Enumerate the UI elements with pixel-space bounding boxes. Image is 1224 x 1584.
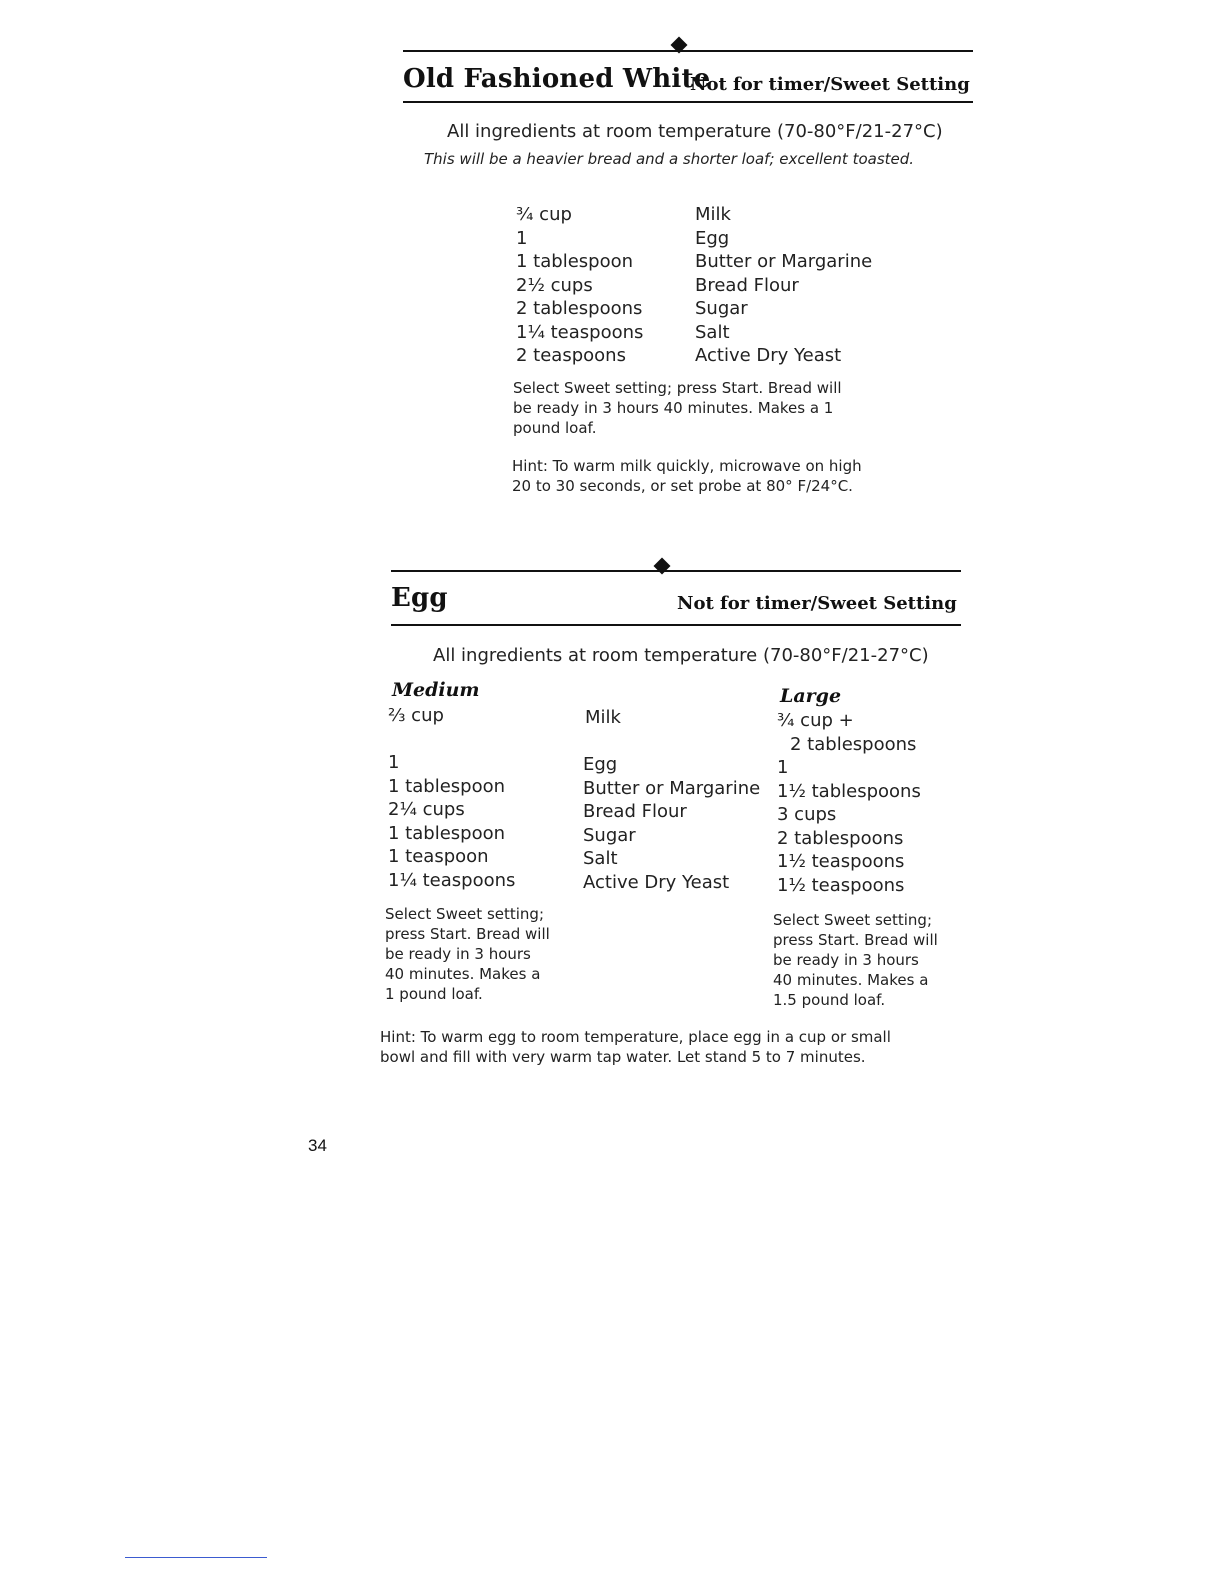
large-amount: 1 bbox=[777, 757, 789, 778]
ingredient-item: Milk bbox=[585, 707, 621, 728]
medium-amount: 1 teaspoon bbox=[388, 846, 489, 867]
recipe-title-old-fashioned-white: Old Fashioned White bbox=[403, 64, 711, 94]
instruction-line: Select Sweet setting; bbox=[773, 911, 932, 929]
temperature-note: All ingredients at room temperature (70-80°F/21-27°C) bbox=[447, 121, 943, 142]
instruction-line: be ready in 3 hours bbox=[773, 951, 919, 969]
recipe-description: This will be a heavier bread and a shorter loaf; excellent toasted. bbox=[424, 150, 915, 168]
ingredient-amounts bbox=[516, 203, 643, 368]
large-amount: ¾ cup + bbox=[777, 710, 854, 731]
instruction-line: be ready in 3 hours 40 minutes. Makes a 1 bbox=[513, 399, 834, 417]
title-underline-rule bbox=[391, 624, 961, 626]
ingredient-item: Milk bbox=[695, 204, 731, 225]
ingredient-items bbox=[583, 753, 760, 894]
medium-amount: 1 tablespoon bbox=[388, 822, 505, 844]
large-amount: 2 tablespoons bbox=[790, 733, 917, 755]
ingredient-item: Egg bbox=[695, 227, 730, 249]
ingredient-item: Sugar bbox=[695, 298, 748, 319]
recipe-instructions bbox=[513, 378, 842, 438]
medium-amount: 1 tablespoon bbox=[388, 775, 505, 797]
instruction-line: Select Sweet setting; press Start. Bread will bbox=[513, 379, 842, 397]
recipe-note-old-fashioned-white: Not for timer/Sweet Setting bbox=[690, 74, 970, 95]
hint-line: bowl and fill with very warm tap water. Let stand 5 to 7 minutes. bbox=[380, 1048, 866, 1066]
instruction-line: 40 minutes. Makes a bbox=[385, 965, 541, 983]
recipe-note-egg: Not for timer/Sweet Setting bbox=[677, 593, 957, 614]
large-amount: 1½ teaspoons bbox=[777, 851, 905, 872]
recipe-hint bbox=[380, 1027, 891, 1067]
hint-line: 20 to 30 seconds, or set probe at 80° F/24°C. bbox=[512, 477, 853, 495]
ingredient-item: Butter or Margarine bbox=[695, 251, 873, 272]
medium-amounts bbox=[388, 751, 515, 892]
recipe-hint bbox=[512, 456, 862, 496]
instruction-line: 1 pound loaf. bbox=[385, 985, 483, 1003]
instruction-line: 40 minutes. Makes a bbox=[773, 971, 929, 989]
hint-line: Hint: To warm milk quickly, microwave on high bbox=[512, 457, 862, 475]
large-instructions bbox=[773, 910, 938, 1010]
temperature-note: All ingredients at room temperature (70-80°F/21-27°C) bbox=[433, 645, 929, 666]
ingredient-item: Egg bbox=[583, 754, 618, 775]
top-divider-rule bbox=[391, 570, 961, 572]
ingredient-amount: 1¼ teaspoons bbox=[516, 321, 644, 343]
medium-amount: 1 bbox=[388, 752, 400, 773]
large-amounts bbox=[777, 709, 921, 897]
ingredient-item: Active Dry Yeast bbox=[583, 871, 730, 893]
hint-line: Hint: To warm egg to room temperature, place egg in a cup or small bbox=[380, 1028, 891, 1046]
large-amount: 3 cups bbox=[777, 804, 837, 825]
column-heading-medium: Medium bbox=[392, 679, 480, 701]
ingredient-item: Salt bbox=[583, 848, 618, 869]
ingredient-item: Salt bbox=[695, 321, 730, 343]
footer-line bbox=[125, 1557, 267, 1558]
ingredient-items bbox=[695, 203, 872, 368]
ingredient-item: Butter or Margarine bbox=[583, 777, 761, 799]
ingredient-item: Active Dry Yeast bbox=[695, 345, 842, 366]
instruction-line: press Start. Bread will bbox=[385, 925, 550, 943]
large-amount: 2 tablespoons bbox=[777, 827, 904, 849]
ingredient-amount: 2 tablespoons bbox=[516, 298, 643, 319]
instruction-line: pound loaf. bbox=[513, 419, 597, 437]
instruction-line: Select Sweet setting; bbox=[385, 905, 544, 923]
large-amount: 1½ tablespoons bbox=[777, 780, 921, 802]
ingredient-amount: 1 bbox=[516, 227, 528, 249]
medium-instructions bbox=[385, 904, 550, 1004]
instruction-line: 1.5 pound loaf. bbox=[773, 991, 886, 1009]
ingredient-amount: 2½ cups bbox=[516, 274, 593, 296]
medium-amount: 2¼ cups bbox=[388, 799, 465, 820]
column-heading-large: Large bbox=[780, 685, 842, 707]
ingredient-amount: ¾ cup bbox=[516, 204, 572, 225]
instruction-line: press Start. Bread will bbox=[773, 931, 938, 949]
ingredient-amount: 1 tablespoon bbox=[516, 251, 633, 272]
page-number: 34 bbox=[308, 1136, 327, 1155]
top-divider-rule bbox=[403, 50, 973, 52]
recipe-title-egg: Egg bbox=[391, 583, 448, 613]
ingredient-item: Bread Flour bbox=[583, 801, 687, 822]
ingredient-item: Sugar bbox=[583, 824, 636, 846]
instruction-line: be ready in 3 hours bbox=[385, 945, 531, 963]
ingredient-item: Bread Flour bbox=[695, 274, 799, 296]
ingredient-amount: 2 teaspoons bbox=[516, 345, 626, 366]
title-underline-rule bbox=[403, 101, 973, 103]
large-amount: 1½ teaspoons bbox=[777, 874, 905, 896]
medium-amount: ⅔ cup bbox=[388, 705, 444, 726]
medium-amount: 1¼ teaspoons bbox=[388, 869, 516, 891]
